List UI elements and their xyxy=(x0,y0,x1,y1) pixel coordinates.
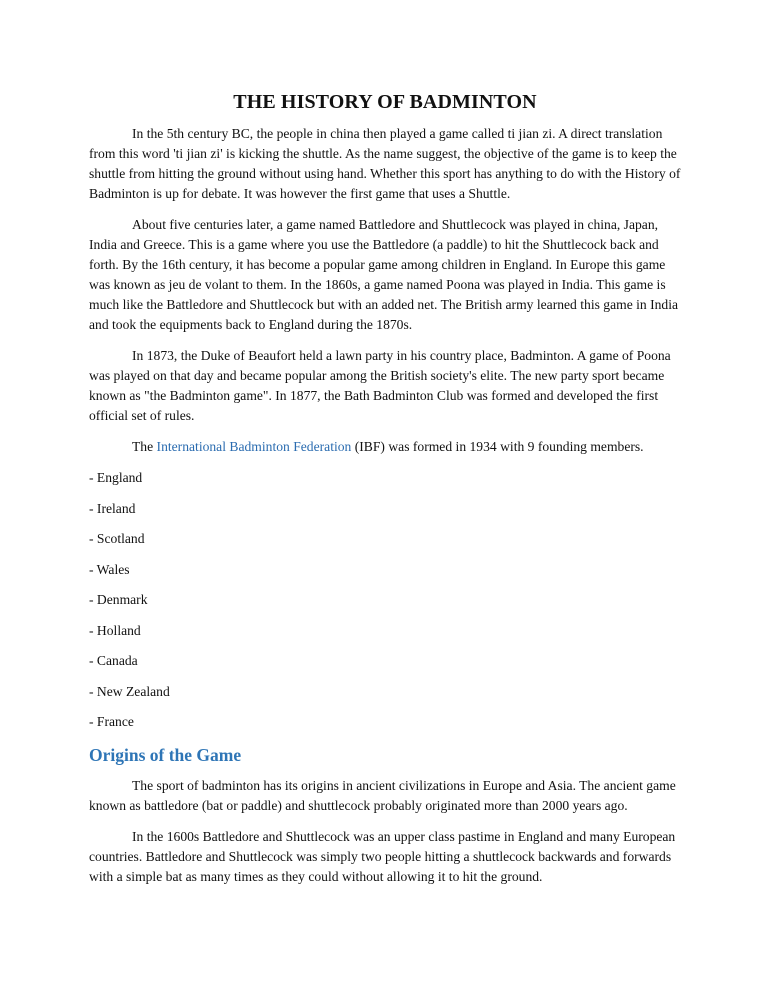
founding-members-list xyxy=(89,468,681,732)
section-heading-origins: Origins of the Game xyxy=(89,745,242,765)
list-item: - England xyxy=(89,470,143,485)
ibf-prefix: The xyxy=(132,439,157,454)
paragraph-ti-jian-zi: In the 5th century BC, the people in china then played a game called ti jian zi. A direct translation from this word 'ti jian zi' is kicking the shuttle. As the name suggest, the objective of the game is to keep the shuttle from hitting the ground without using hand. Whether this sport has anything to do with the History of Badminton is up for debate. It was however the first game that uses a Shuttle. xyxy=(89,126,681,201)
paragraph-ibf xyxy=(89,437,681,457)
list-item: - Wales xyxy=(89,561,130,577)
list-item: - Holland xyxy=(89,622,141,638)
paragraph-duke-of-beaufort: In 1873, the Duke of Beaufort held a lawn party in his country place, Badminton. A game of Poona was played on that day and became popular among the British society's elite. The new party sport became known as "the Badminton game". In 1877, the Bath Badminton Club was formed and developed the first official set of rules. xyxy=(89,348,671,423)
ibf-link[interactable]: International Badminton Federation xyxy=(156,439,352,454)
ibf-suffix: (IBF) was formed in 1934 with 9 founding members. xyxy=(351,439,644,454)
list-item: - Scotland xyxy=(89,531,145,546)
paragraph-origins-1600s: In the 1600s Battledore and Shuttlecock was an upper class pastime in England and many European countries. Battledore and Shuttlecock was simply two people hitting a shuttlecock backwards and forwards with a simple bat as many times as they could without allowing it to hit the ground. xyxy=(89,829,676,884)
document-page xyxy=(89,90,681,898)
paragraph-origins-ancient: The sport of badminton has its origins in ancient civilizations in Europe and Asia. The ancient game known as battledore (bat or paddle) and shuttlecock probably originated more than 2000 years ago. xyxy=(89,778,676,813)
paragraph-battledore: About five centuries later, a game named Battledore and Shuttlecock was played in china, Japan, India and Greece. This is a game where you use the Battledore (a paddle) to hit the Shuttlecock back and forth. By the 16th century, it has become a popular game among children in England. In Europe this game was known as jeu de volant to them. In the 1860s, a game named Poona was played in India. This game is much like the Battledore and Shuttlecock but with an added net. The British army learned this game in India and took the equipments back to England during the 1870s. xyxy=(89,217,679,332)
list-item: - Canada xyxy=(89,653,138,668)
list-item: - Denmark xyxy=(89,592,148,607)
list-item: - France xyxy=(89,714,134,729)
list-item: - Ireland xyxy=(89,500,136,516)
list-item: - New Zealand xyxy=(89,683,170,699)
page-title: THE HISTORY OF BADMINTON xyxy=(233,91,537,113)
